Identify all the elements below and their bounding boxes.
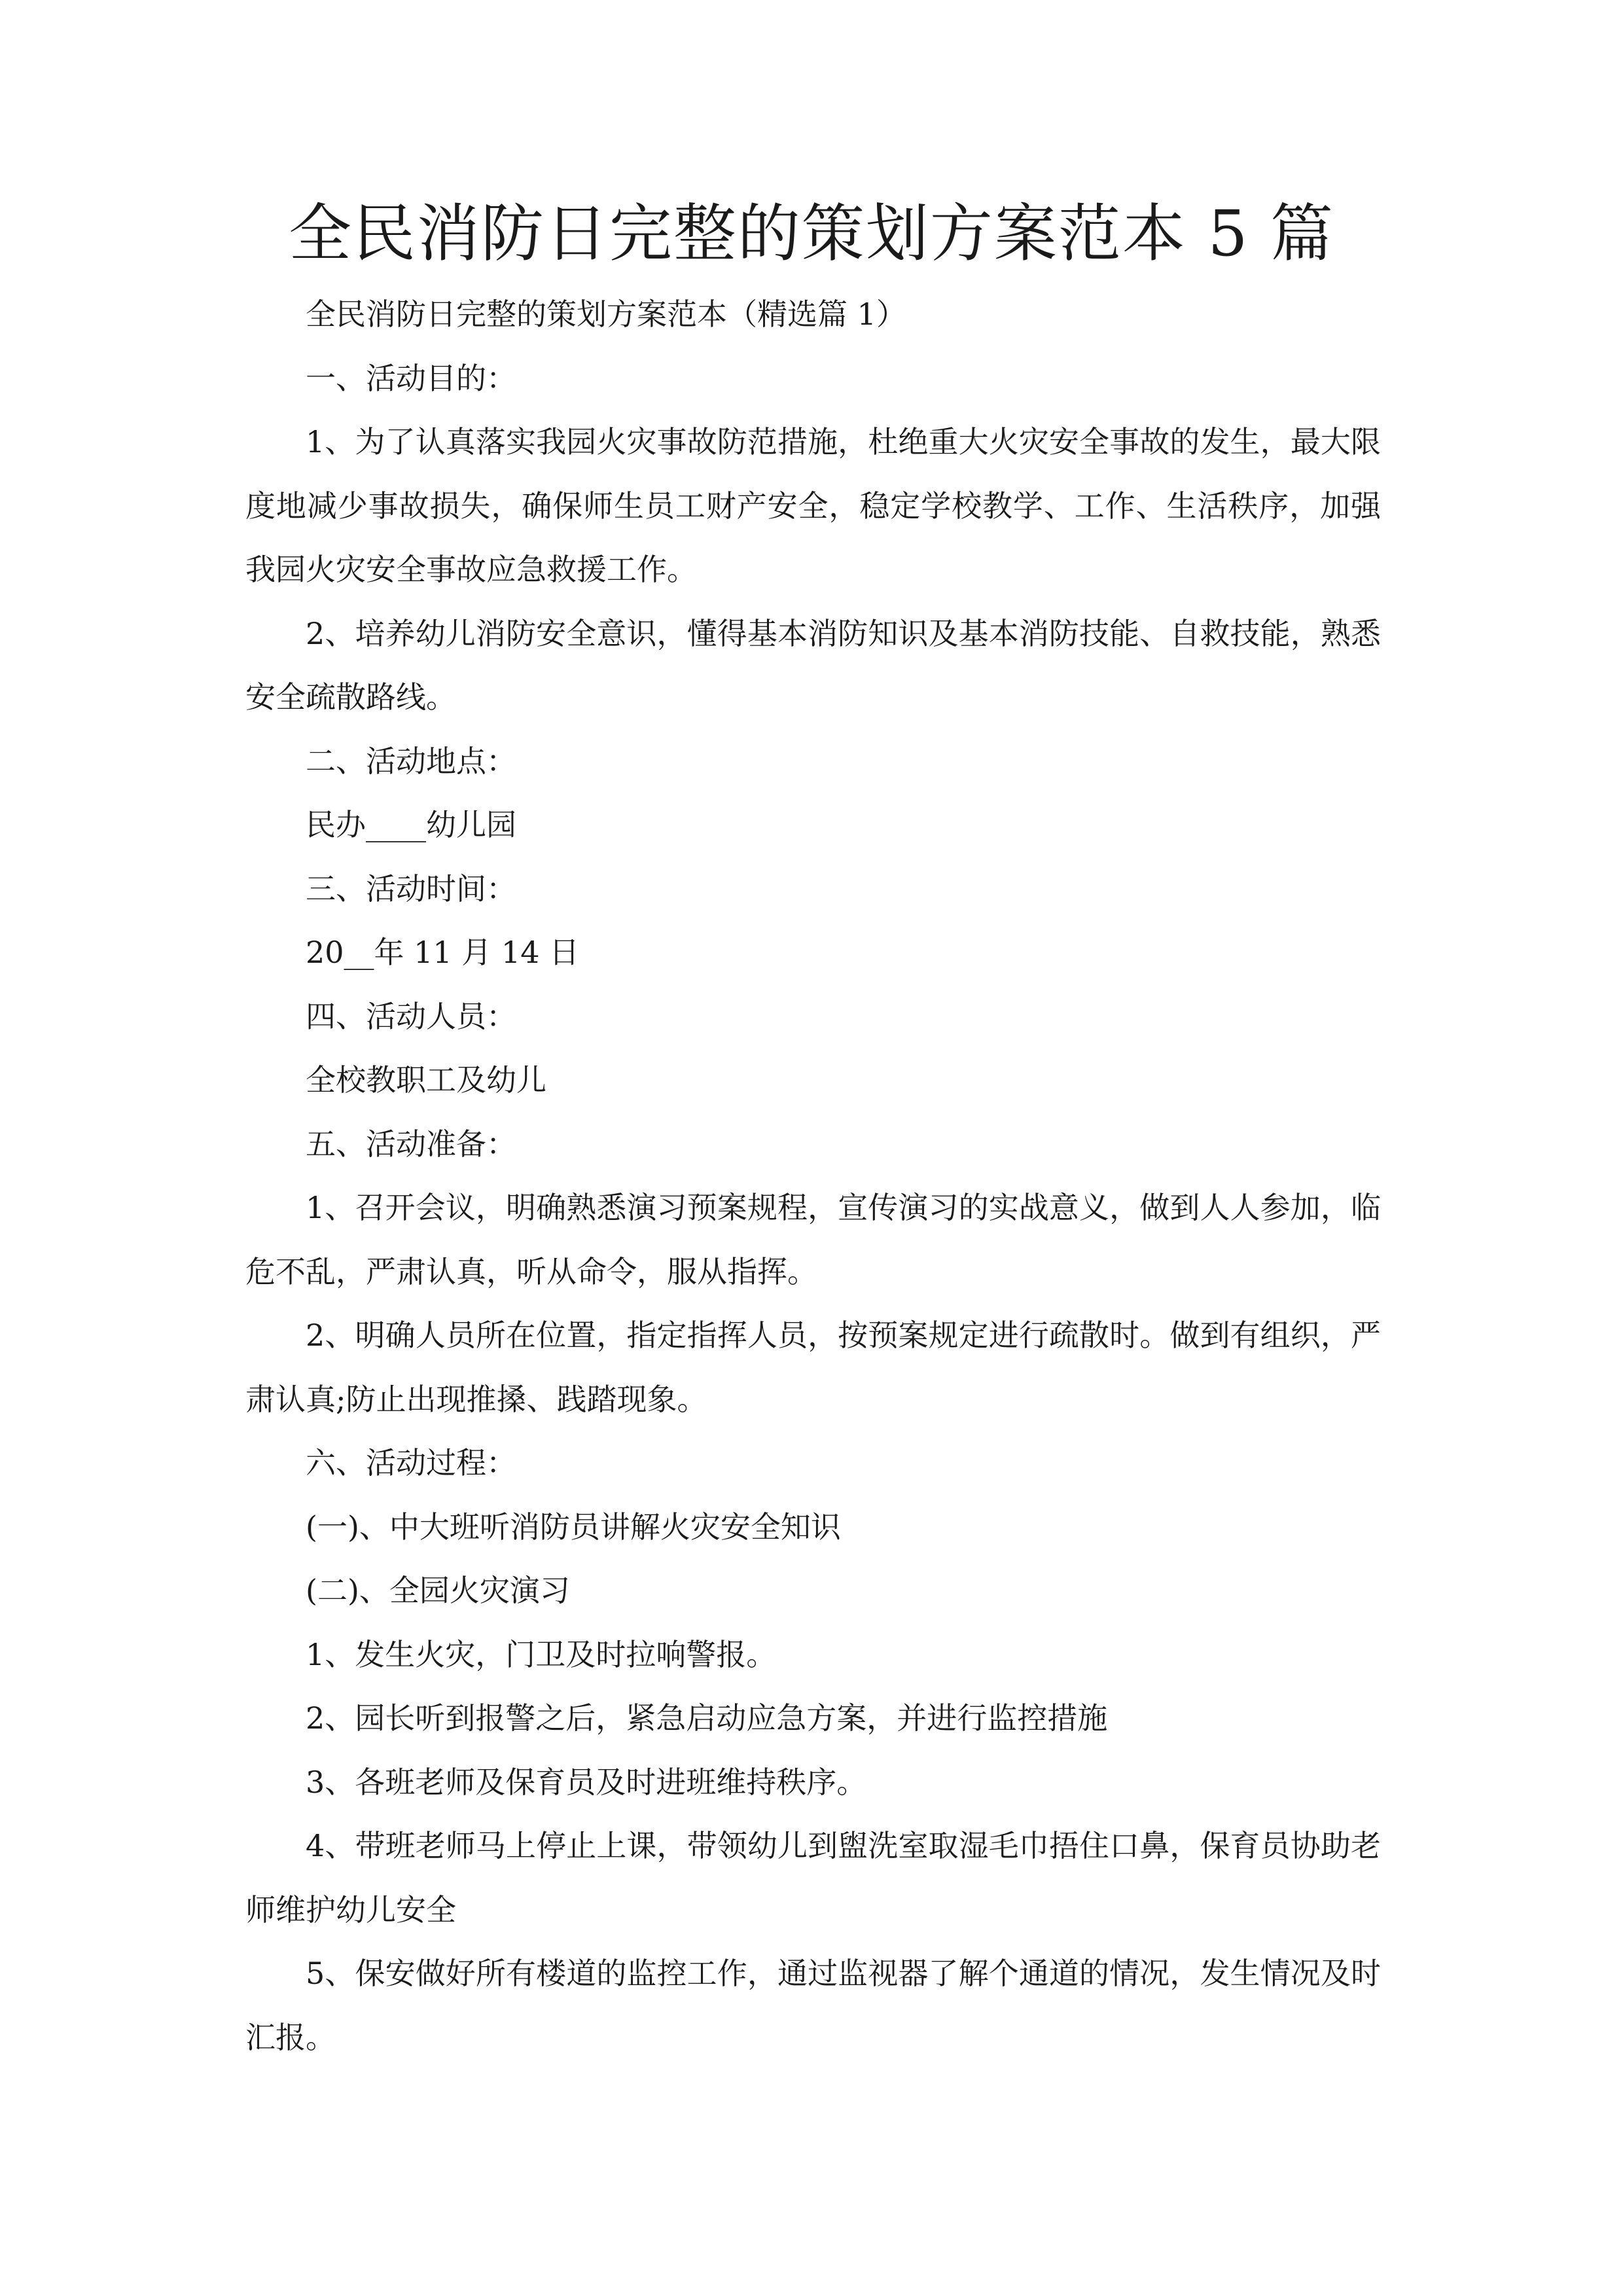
paragraph-preparation-1: 1、召开会议，明确熟悉演习预案规程，宣传演习的实战意义，做到人人参加，临危不乱，严肃认真，听从命令，服从指挥。	[245, 1190, 1381, 1289]
paragraph-time: 20__年 11 月 14 日	[306, 935, 580, 970]
paragraph-location: 民办____幼儿园	[306, 807, 516, 842]
paragraph-participants: 全校教职工及幼儿	[306, 1062, 546, 1098]
paragraph-process-part-1: (一)、中大班听消防员讲解火灾安全知识	[306, 1509, 841, 1545]
paragraph-preparation-2: 2、明确人员所在位置，指定指挥人员，按预案规定进行疏散时。做到有组织，严肃认真;防止出现推搡、践踏现象。	[245, 1318, 1381, 1417]
paragraph-heading-preparation: 五、活动准备：	[306, 1126, 516, 1162]
paragraph-process-part-2: (二)、全园火灾演习	[306, 1573, 570, 1608]
paragraph-heading-location: 二、活动地点：	[306, 743, 516, 779]
document-body	[245, 283, 1381, 2070]
paragraph-heading-purpose: 一、活动目的：	[306, 360, 516, 396]
paragraph-drill-step-3: 3、各班老师及保育员及时进班维持秩序。	[306, 1764, 867, 1800]
paragraph-heading-participants: 四、活动人员：	[306, 998, 516, 1034]
paragraph-heading-process: 六、活动过程：	[306, 1445, 516, 1480]
document-title: 全民消防日完整的策划方案范本 5 篇	[288, 197, 1335, 270]
paragraph-section-heading: 全民消防日完整的策划方案范本（精选篇 1）	[306, 296, 906, 332]
paragraph-drill-step-4: 4、带班老师马上停止上课，带领幼儿到盥洗室取湿毛巾捂住口鼻，保育员协助老师维护幼儿安全	[245, 1828, 1381, 1928]
paragraph-purpose-1: 1、为了认真落实我园火灾事故防范措施，杜绝重大火灾安全事故的发生，最大限度地减少事故损失，确保师生员工财产安全，稳定学校教学、工作、生活秩序，加强我园火灾安全事故应急救援工作。	[245, 424, 1381, 587]
paragraph-drill-step-1: 1、发生火灾，门卫及时拉响警报。	[306, 1636, 777, 1672]
paragraph-heading-time: 三、活动时间：	[306, 870, 516, 906]
paragraph-drill-step-2: 2、园长听到报警之后，紧急启动应急方案，并进行监控措施	[306, 1700, 1108, 1736]
paragraph-purpose-2: 2、培养幼儿消防安全意识，懂得基本消防知识及基本消防技能、自救技能，熟悉安全疏散路线。	[245, 615, 1381, 715]
paragraph-drill-step-5: 5、保安做好所有楼道的监控工作，通过监视器了解个通道的情况，发生情况及时汇报。	[245, 1956, 1381, 2055]
